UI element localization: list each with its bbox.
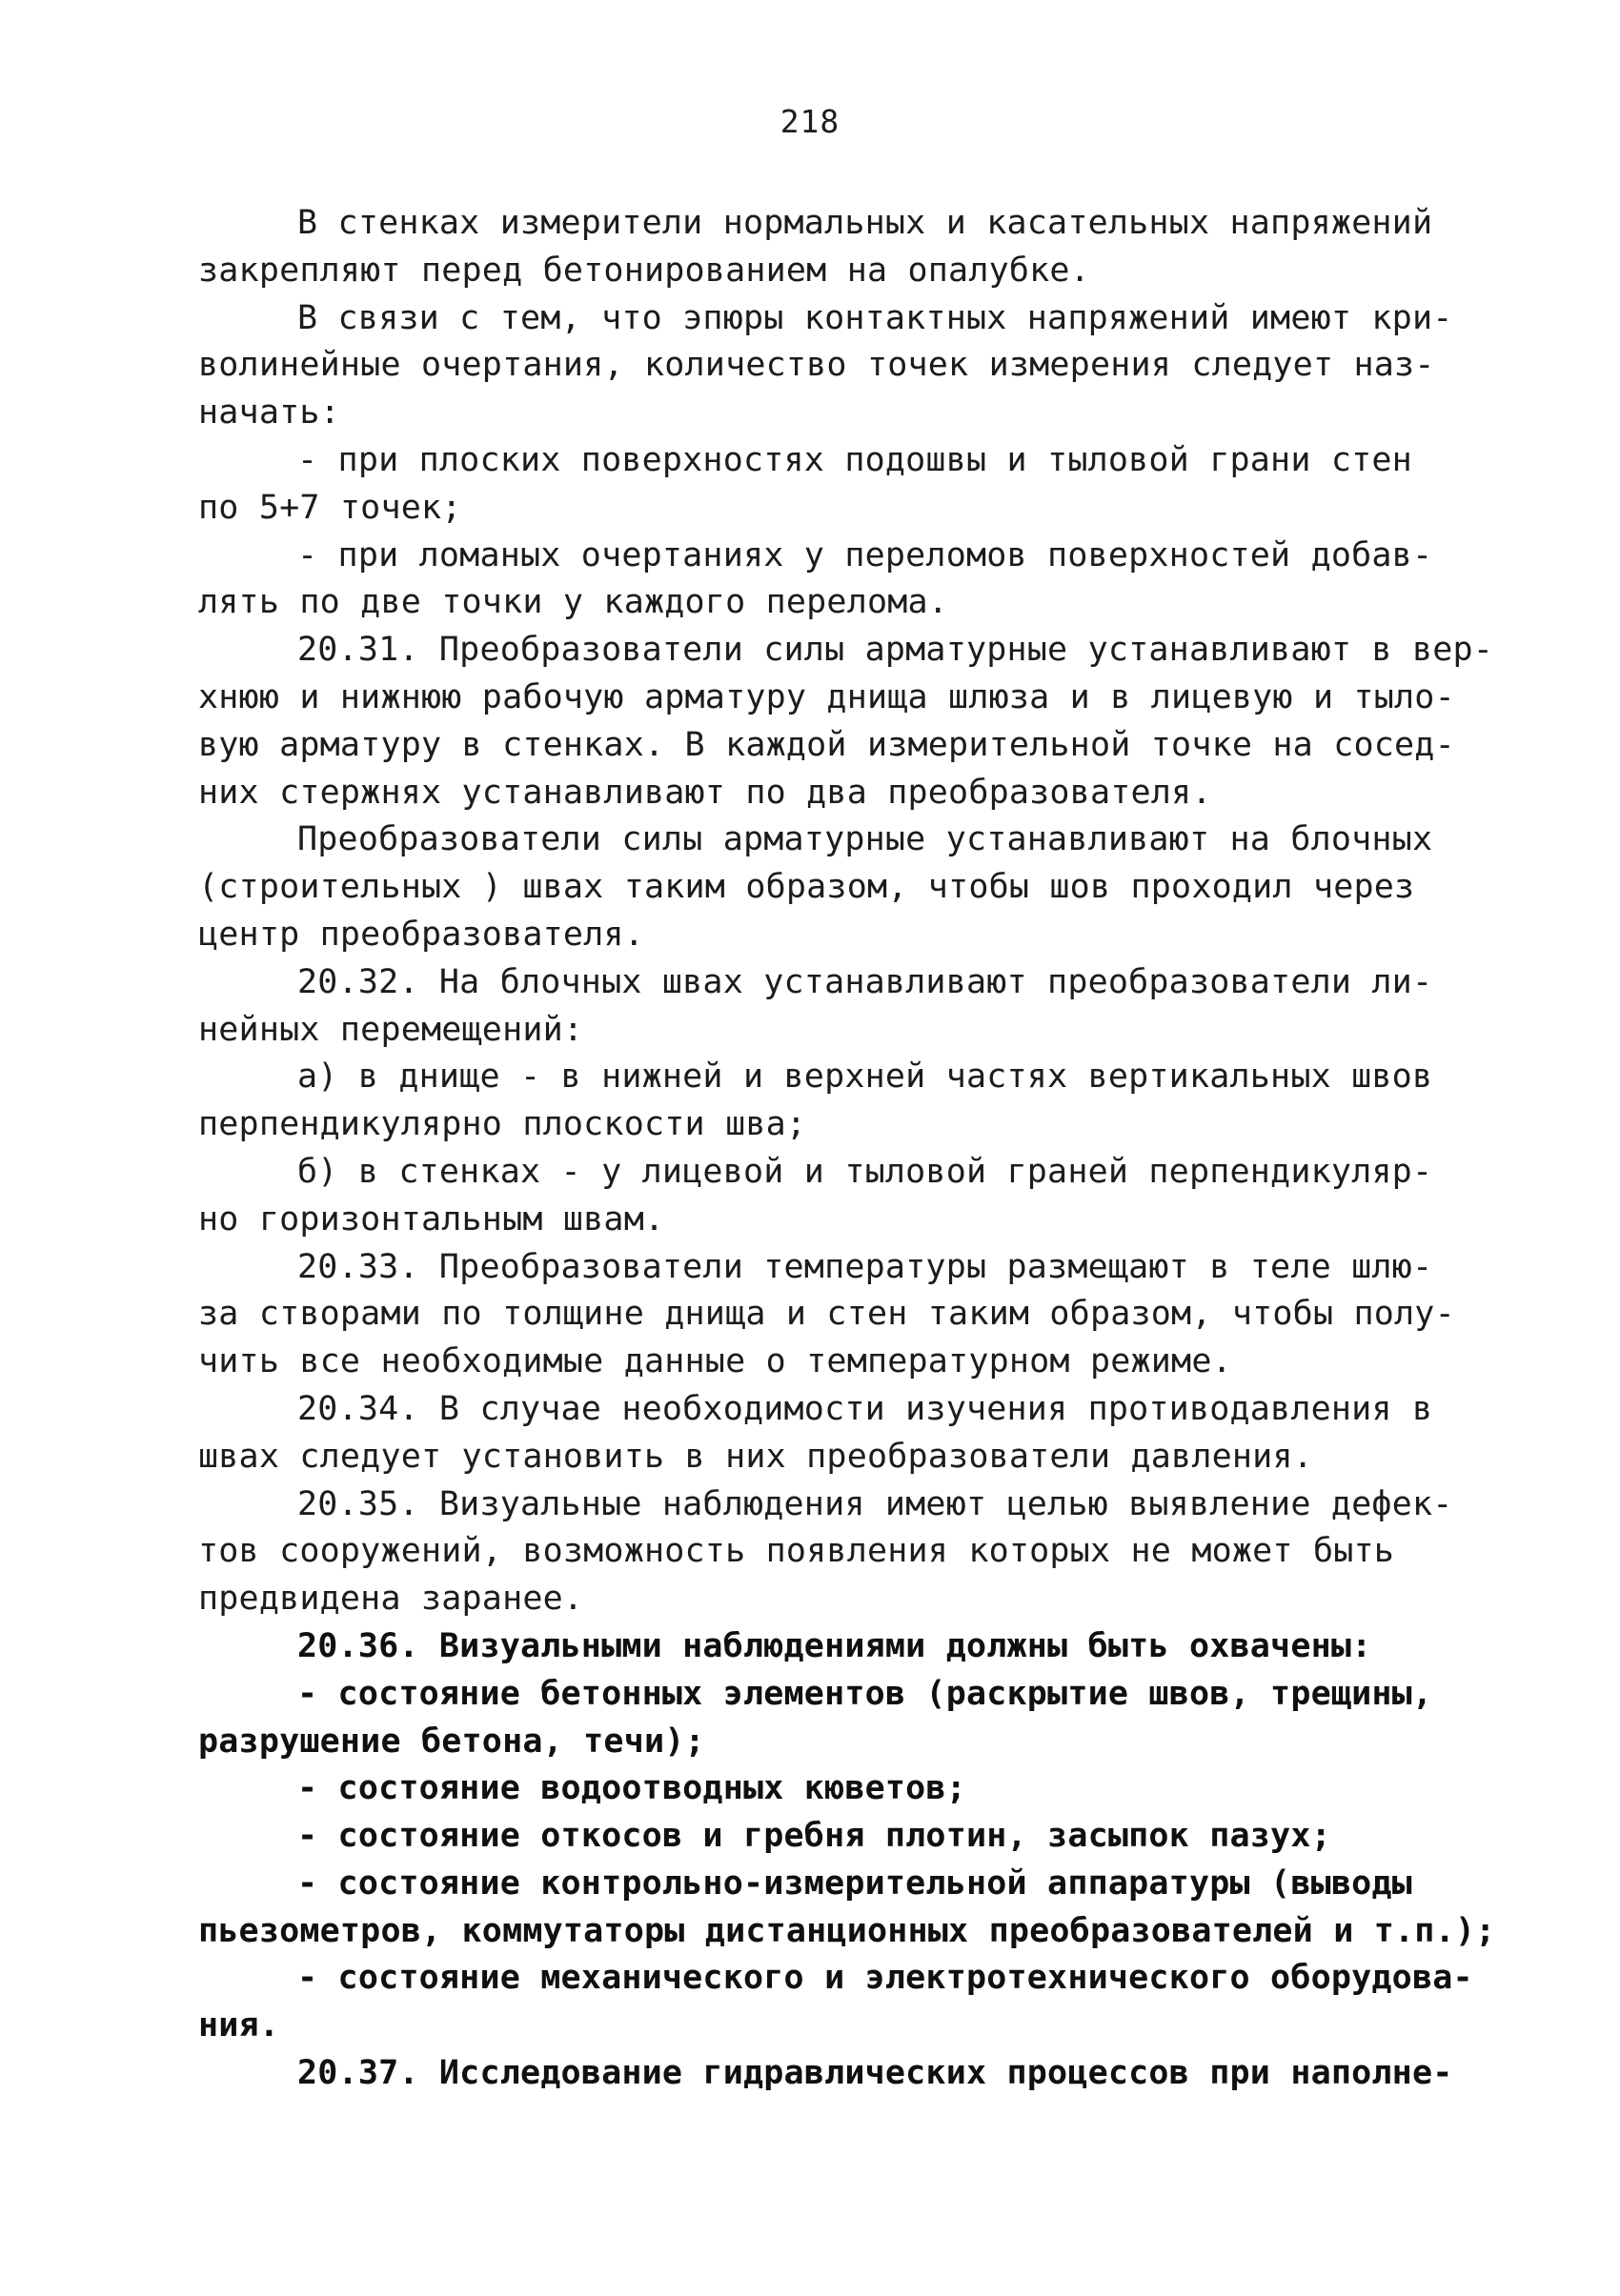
text-line: лять по две точки у каждого перелома.: [198, 583, 949, 622]
text-line: 20.37. Исследование гидравлических процессов при наполне-: [297, 2054, 1453, 2093]
text-line: по 5+7 точек;: [198, 488, 462, 527]
text-line: швах следует установить в них преобразователи давления.: [198, 1437, 1313, 1476]
text-line: В стенках измерители нормальных и касательных напряжений: [297, 204, 1433, 242]
text-line: предвидена заранее.: [198, 1580, 584, 1619]
text-line: хнюю и нижнюю рабочую арматуру днища шлюза и в лицевую и тыло-: [198, 677, 1455, 716]
text-line: нейных перемещений:: [198, 1010, 584, 1049]
text-line: пьезометров, коммутаторы дистанционных преобразователей и т.п.);: [198, 1911, 1496, 1950]
text-line: В связи с тем, что эпюры контактных напряжений имеют кри-: [297, 298, 1453, 337]
text-line: б) в стенках - у лицевой и тыловой граней перпендикуляр-: [297, 1152, 1433, 1191]
text-line: ния.: [198, 2006, 280, 2045]
text-line: (строительных ) швах таким образом, чтобы шов проходил через: [198, 868, 1415, 907]
text-line: - при ломаных очертаниях у переломов поверхностей добав-: [297, 535, 1433, 574]
text-line: - состояние откосов и гребня плотин, засыпок пазух;: [297, 1817, 1331, 1856]
body-text: [198, 200, 1496, 2098]
text-line: - при плоских поверхностях подошвы и тыловой грани стен: [297, 440, 1412, 479]
text-line: закрепляют перед бетонированием на опалубке.: [198, 251, 1090, 290]
text-line: - состояние водоотводных кюветов;: [297, 1769, 966, 1808]
text-line: чить все необходимые данные о температурном режиме.: [198, 1342, 1232, 1381]
text-line: начать:: [198, 393, 340, 433]
text-line: центр преобразователя.: [198, 915, 644, 954]
text-line: - состояние бетонных элементов (раскрытие швов, трещины,: [297, 1674, 1433, 1713]
text-line: вую арматуру в стенках. В каждой измерительной точке на сосед-: [198, 725, 1455, 764]
text-line: разрушение бетона, течи);: [198, 1722, 705, 1761]
text-line: перпендикулярно плоскости шва;: [198, 1105, 807, 1144]
text-line: - состояние контрольно-измерительной аппаратуры (выводы: [297, 1863, 1412, 1903]
text-line: тов сооружений, возможность появления которых не может быть: [198, 1532, 1395, 1571]
text-line: 20.35. Визуальные наблюдения имеют целью выявление дефек-: [297, 1484, 1453, 1523]
text-line: Преобразователи силы арматурные устанавливают на блочных: [297, 820, 1433, 859]
text-line: а) в днище - в нижней и верхней частях вертикальных швов: [297, 1057, 1433, 1097]
text-line: но горизонтальным швам.: [198, 1199, 665, 1239]
text-line: 20.34. В случае необходимости изучения противодавления в: [297, 1389, 1433, 1428]
text-line: 20.31. Преобразователи силы арматурные устанавливают в вер-: [297, 631, 1494, 670]
page-number: 218: [780, 103, 840, 140]
text-line: них стержнях устанавливают по два преобразователя.: [198, 773, 1212, 812]
text-line: за створами по толщине днища и стен таким образом, чтобы полу-: [198, 1295, 1455, 1334]
text-line: волинейные очертания, количество точек измерения следует наз-: [198, 346, 1435, 385]
text-line: - состояние механического и электротехнического оборудова-: [297, 1959, 1473, 1998]
text-line: 20.32. На блочных швах устанавливают преобразователи ли-: [297, 962, 1433, 1001]
text-line: 20.33. Преобразователи температуры размещают в теле шлю-: [297, 1247, 1433, 1286]
text-line: 20.36. Визуальными наблюдениями должны быть охвачены:: [297, 1626, 1372, 1665]
